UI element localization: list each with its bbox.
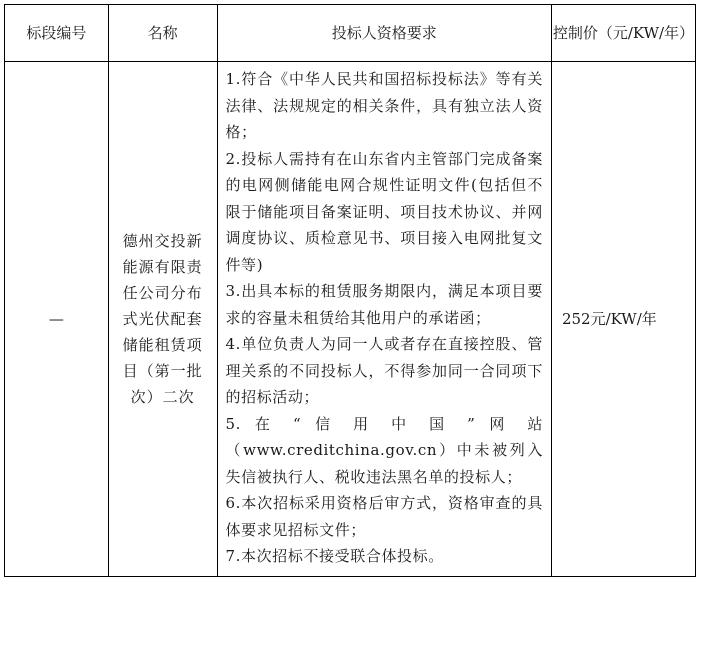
header-section-code: 标段编号 [5, 5, 109, 62]
requirement-item-4: 4.单位负责人为同一人或者存在直接控股、管理关系的不同投标人，不得参加同一合同项下的招标活动； [225, 335, 543, 406]
header-name: 名称 [108, 5, 217, 62]
project-name: 德州交投新能源有限责任公司分布式光伏配套储能租赁项目（第一批次）二次 [122, 231, 203, 406]
header-requirements: 投标人资格要求 [217, 5, 551, 62]
control-price-cell: 252元/KW/年 [551, 62, 695, 577]
bid-requirements-table [4, 4, 696, 577]
requirement-item-1: 1.符合《中华人民共和国招标投标法》等有关法律、法规规定的相关条件，具有独立法人资格； [225, 70, 543, 141]
table-header-row [5, 5, 696, 62]
requirement-item-2: 2.投标人需持有在山东省内主管部门完成备案的电网侧储能电网合规性证明文件(包括但不限于储能项目备案证明、项目技术协议、并网调度协议、质检意见书、项目接入电网批复文件等) [225, 149, 543, 274]
requirement-item-5: 5. 在 “ 信 用 中 国 ” 网 站（www.creditchina.gov.cn）中未被列入失信被执行人、税收违法黑名单的投标人； [225, 414, 543, 486]
header-control-price: 控制价（元/KW/年） [551, 5, 695, 62]
requirement-item-7: 7.本次招标不接受联合体投标。 [225, 547, 444, 565]
project-name-cell [108, 62, 217, 577]
table-row [5, 62, 696, 577]
requirements-cell [217, 62, 551, 577]
requirement-item-6: 6.本次招标采用资格后审方式，资格审查的具体要求见招标文件； [225, 494, 543, 539]
section-code-cell: — [5, 62, 109, 577]
requirement-item-3: 3.出具本标的租赁服务期限内，满足本项目要求的容量未租赁给其他用户的承诺函； [225, 282, 543, 327]
